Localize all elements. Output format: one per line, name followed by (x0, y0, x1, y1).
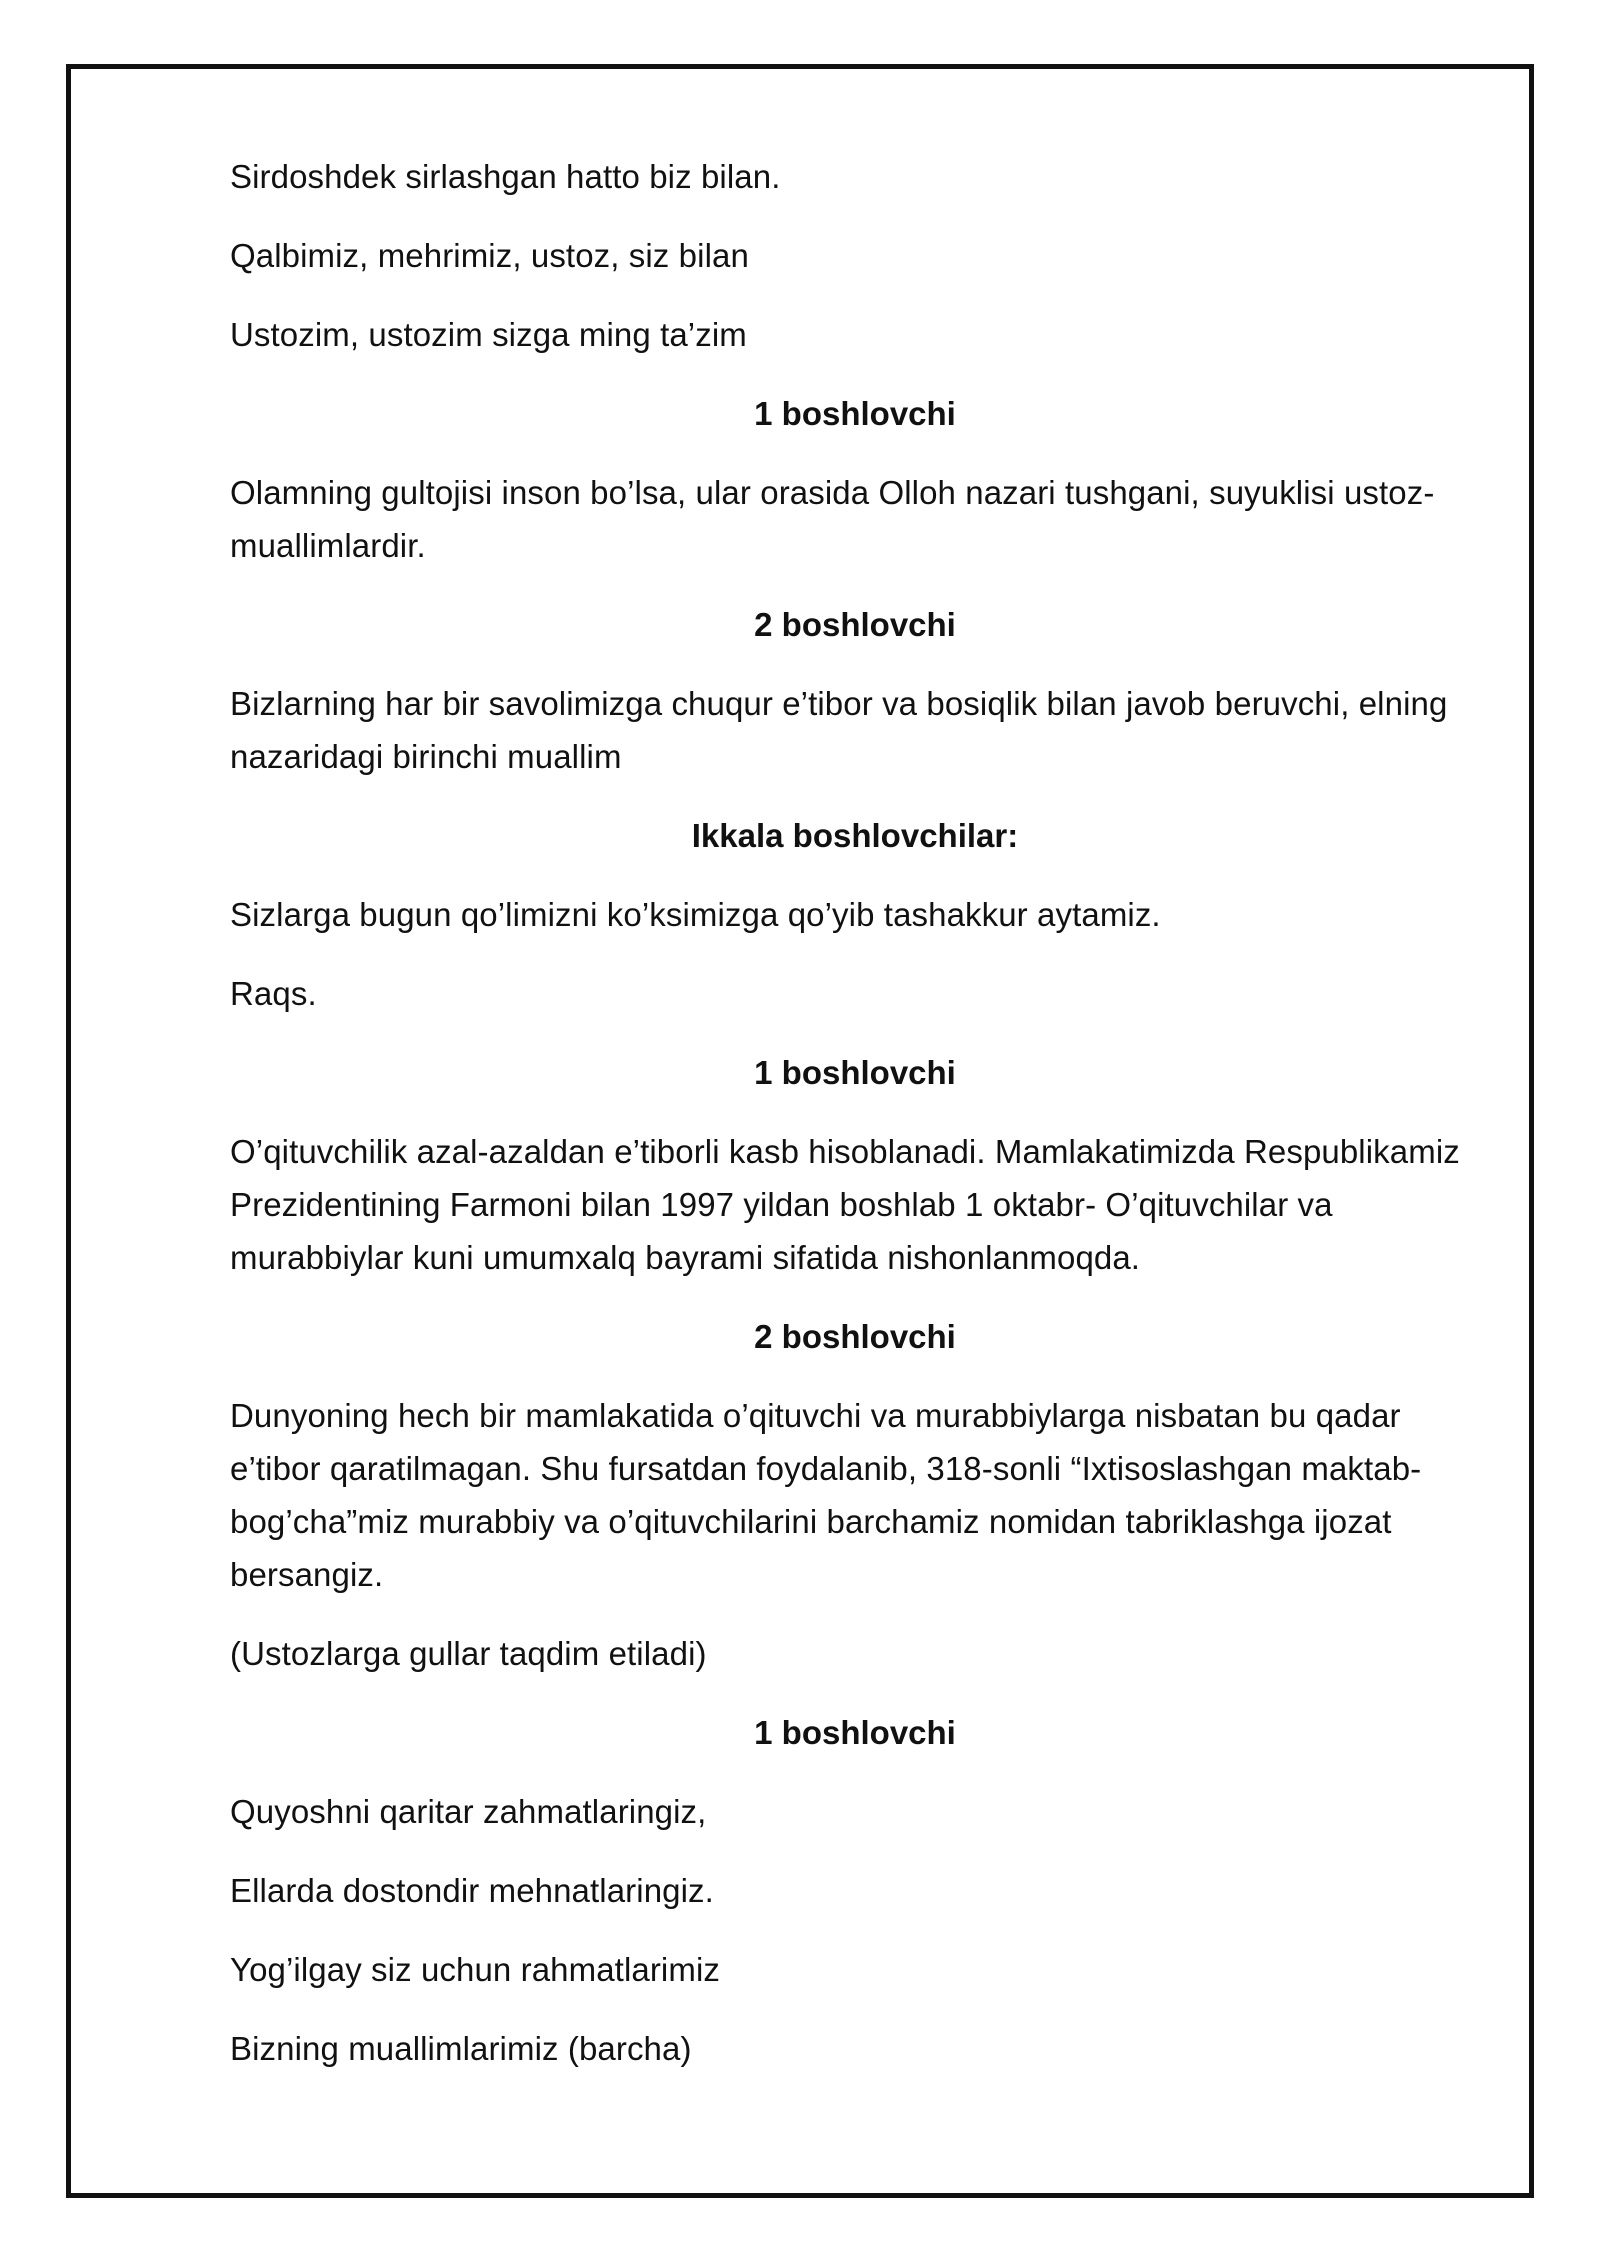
verse-line: Sirdoshdek sirlashgan hatto biz bilan. (230, 158, 781, 195)
speaker-heading: 1 boshlovchi (754, 1054, 956, 1091)
verse-line: Qalbimiz, mehrimiz, ustoz, siz bilan (230, 237, 749, 274)
paragraph: Bizlarning har bir savolimizga chuqur e’tibor va bosiqlik bilan javob beruvchi, elning nazaridagi birinchi muallim (230, 685, 1448, 775)
paragraph: Raqs. (230, 975, 317, 1012)
speaker-heading: 2 boshlovchi (754, 606, 956, 643)
speaker-heading: 1 boshlovchi (754, 1714, 956, 1751)
paragraph: O’qituvchilik azal-azaldan e’tiborli kasb hisoblanadi. Mamlakatimizda Respublikamiz Prezidentining Farmoni bilan 1997 yildan boshlab 1 oktabr- O’qituvchilar va murabbiylar kuni umumxalq bayrami sifatida nishonlanmoqda. (230, 1133, 1460, 1276)
speaker-heading: 1 boshlovchi (754, 395, 956, 432)
stage-direction: (Ustozlarga gullar taqdim etiladi) (230, 1635, 707, 1672)
speaker-heading: Ikkala boshlovchilar: (691, 817, 1019, 854)
document-body (230, 150, 1480, 2101)
verse-line: Yog’ilgay siz uchun rahmatlarimiz (230, 1951, 720, 1988)
paragraph: Sizlarga bugun qo’limizni ko’ksimizga qo’yib tashakkur aytamiz. (230, 896, 1161, 933)
verse-line: Bizning muallimlarimiz (barcha) (230, 2030, 692, 2067)
paragraph: Olamning gultojisi inson bo’lsa, ular orasida Olloh nazari tushgani, suyuklisi ustoz-muallimlardir. (230, 474, 1435, 564)
verse-line: Ustozim, ustozim sizga ming ta’zim (230, 316, 747, 353)
verse-line: Ellarda dostondir mehnatlaringiz. (230, 1872, 714, 1909)
speaker-heading: 2 boshlovchi (754, 1318, 956, 1355)
paragraph: Dunyoning hech bir mamlakatida o’qituvchi va murabbiylarga nisbatan bu qadar e’tibor qaratilmagan. Shu fursatdan foydalanib, 318-sonli “Ixtisoslashgan maktab-bog’cha”miz murabbiy va o’qituvchilarini barchamiz nomidan tabriklashga ijozat bersangiz. (230, 1397, 1422, 1593)
verse-line: Quyoshni qaritar zahmatlaringiz, (230, 1793, 707, 1830)
